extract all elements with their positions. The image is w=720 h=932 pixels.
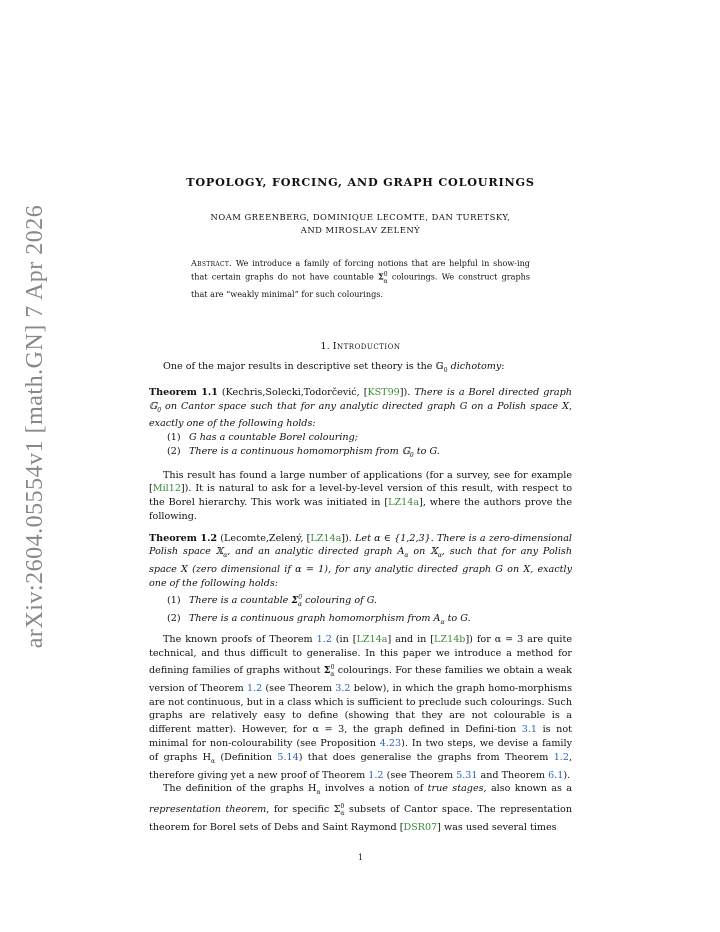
theorem-1-2: Theorem 1.2 (Lecomte,Zelený, [LZ14a]). Let α ∈ {1,2,3}. There is a zero-dimensional Polish space 𝕏$_\alpha$, and an analytic directed graph $A_\alpha$ on 𝕏$_\alpha$, such that for any Polish space X (zero dimensional if α = 1), for any analytic directed graph G on X, exactly one of the following holds: [149,532,573,589]
section-number: 1. [320,341,330,352]
paper-title: TOPOLOGY, FORCING, AND GRAPH COLOURINGS [186,175,535,189]
author-list [149,211,572,236]
reference-link[interactable]: 1.2 [246,682,263,694]
reference-link[interactable]: 1.2 [316,634,332,646]
list-item: (1) G has a countable Borel colouring; [167,432,358,443]
reference-link[interactable]: 1.2 [368,769,384,781]
paragraph: The known proofs of Theorem 1.2 (in [LZ14a] and in [LZ14b]) for α = 3 are quite technical, and thus difficult to generalise. In this paper we introduce a method for defining families of graphs without $\Sigma^0_\alpha$ colourings. For these families we obtain a weak version of Theorem 1.2 (see Theorem 3.2 below), in which the graph homo-morphisms are not continuous, but in a class which is sufficient to preclude such colourings. Such graphs are relatively easy to define (showing that they are not colourable is a different matter). However, for α = 3, the graph defined in Defini-tion 3.1 is not minimal for non-colourability (see Proposition 4.23). In two steps, we devise a family of graphs $H_\alpha$ (Definition 5.14) that does generalise the graphs from Theorem 1.2, therefore giving yet a new proof of Theorem 1.2 (see Theorem 5.31 and Theorem 6.1). [149,634,573,781]
paragraph: The definition of the graphs $H_\alpha$ involves a notion of true stages, also known as a representation theorem, for specific $\Sigma^0_\alpha$ subsets of Cantor space. The representation theorem for Borel sets of Debs and Saint Raymond [DSR07] was used several times [149,783,572,833]
authors-line-2: AND MIROSLAV ZELENÝ [300,224,421,235]
citation-link[interactable]: LZ14a [388,497,420,509]
abstract: Abstract. We introduce a family of forcing notions that are helpful in show-ing that certain graphs do not have countable $\Sigma^0_\alpha$ colourings. We construct graphs that are “weakly minimal” for such colourings. [191,258,530,299]
citation-link[interactable]: KST99 [367,386,400,398]
reference-link[interactable]: 6.1 [548,769,564,781]
arxiv-identifier: arXiv:2604.05554v1 [math.GN] 7 Apr 2026 [22,204,49,648]
section-heading [149,341,572,352]
list-item: (1) There is a countable $\Sigma^0_\alpha$ colouring of G. [167,593,378,608]
paragraph: This result has found a large number of applications (for a survey, see for example [Mil12]). It is natural to ask for a level-by-level version of this result, with respect to the Borel hierarchy. This work was initiated in [LZ14a], where the authors prove the following. [149,469,572,522]
citation-link[interactable]: LZ14a [356,634,388,646]
citation-link[interactable]: DSR07 [403,821,438,833]
reference-link[interactable]: 3.1 [521,724,538,736]
paper-body [149,360,572,835]
authors-line-1: NOAM GREENBERG, DOMINIQUE LECOMTE, DAN TURETSKY, [210,212,511,222]
list-item: (2) There is a continuous graph homomorphism from $A_\alpha$ to G. [167,612,471,626]
paragraph: One of the major results in descriptive set theory is the 𝔾$_0$ dichotomy: [163,361,505,374]
list-item: (2) There is a continuous homomorphism from 𝔾$_0$ to G. [167,445,440,459]
reference-link[interactable]: 3.2 [335,682,351,694]
abstract-label: Abstract. [191,258,233,268]
arxiv-sidebar-stamp [20,204,52,648]
citation-link[interactable]: LZ14a [310,532,342,544]
reference-link[interactable]: 5.31 [456,769,478,781]
reference-link[interactable]: 4.23 [379,738,402,750]
citation-link[interactable]: LZ14b [434,634,466,646]
theorem-1-1: Theorem 1.1 (Kechris,Solecki,Todorčević, [KST99]). There is a Borel directed graph 𝔾$_0$ on Cantor space such that for any analytic directed graph G on a Polish space X, exactly one of the following holds: [149,386,572,430]
reference-link[interactable]: 5.14 [277,751,299,763]
citation-link[interactable]: Mil12 [152,483,181,495]
section-title: Introduction [332,341,401,352]
reference-link[interactable]: 1.2 [553,751,569,763]
page-number: 1 [357,853,364,862]
